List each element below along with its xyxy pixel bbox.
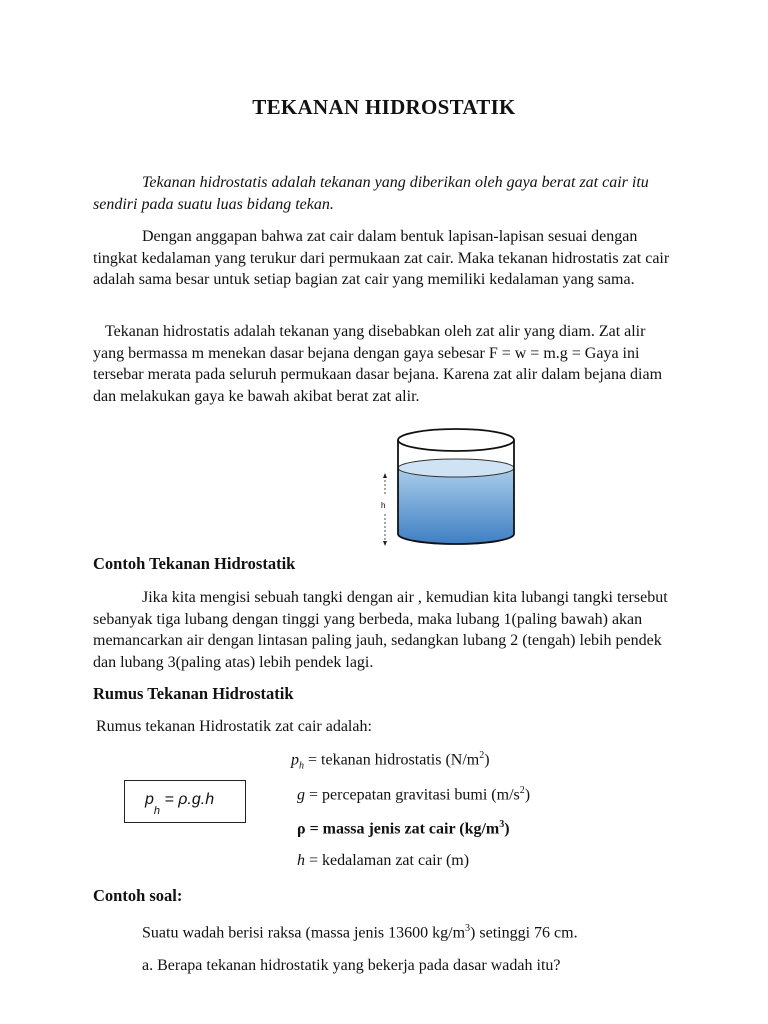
soal-question: Suatu wadah berisi raksa (massa jenis 13600 $kg/m^3$) setinggi 76 cm. (142, 923, 578, 942)
paragraph-example: Jika kita mengisi sebuah tangki dengan air , kemudian kita lubangi tangki tersebut sebanyak tiga lubang dengan tinggi yang berbeda, maka lubang 1(paling bawah) akan memancarkan air dengan lintasan paling jauh, sedangkan lubang 2 (tengah) lebih pendek dan lubang 3(paling atas) lebih pendek lagi. (93, 589, 668, 671)
paragraph-layers: Dengan anggapan bahwa zat cair dalam bentuk lapisan-lapisan sesuai dengan tingkat kedalaman yang terukur dari permukaan zat cair. Maka tekanan hidrostatis zat cair adalah sama besar untuk setiap bagian zat cair yang memiliki kedalaman yang sama. (93, 228, 670, 288)
var-h: h = kedalaman zat cair (m) (297, 852, 470, 869)
formula-box (124, 780, 246, 823)
soal-part-a: a. Berapa tekanan hidrostatik yang bekerja pada dasar wadah itu? (142, 957, 561, 974)
rumus-intro: Rumus tekanan Hidrostatik zat cair adalah: (96, 718, 372, 735)
page-title: TEKANAN HIDROSTATIK (252, 95, 516, 119)
paragraph-definition: Tekanan hidrostatis adalah tekanan yang diberikan oleh gaya berat zat cair itu sendiri pada suatu luas bidang tekan. (93, 174, 649, 213)
var-rho: ρ = massa jenis zat cair $(kg/m^3)$ (297, 819, 510, 838)
heading-contoh: Contoh Tekanan Hidrostatik (93, 554, 296, 573)
height-label: h (381, 501, 386, 510)
var-ph: $p_h$ = tekanan hidrostatis $(N/m^2)$ (291, 750, 490, 772)
water-surface (398, 459, 514, 477)
heading-rumus: Rumus Tekanan Hidrostatik (93, 684, 294, 703)
tank-rim (398, 429, 514, 451)
tank-figure (372, 422, 522, 550)
formula: $p_h = \rho.g.h$ (145, 791, 215, 818)
paragraph-fluid-pressure: Tekanan hidrostatis adalah tekanan yang disebabkan oleh zat alir yang diam. Zat alir yang bermassa m menekan dasar bejana dengan gaya sebesar F = w = m.g = Gaya ini tersebar merata pada seluruh permukaan dasar bejana. Karena zat alir dalam bejana diam dan melakukan gaya ke bawah akibat berat zat alir. (93, 323, 663, 405)
water-body (398, 468, 514, 544)
var-g: g = percepatan gravitasi bumi $(m/s^2)$ (297, 785, 531, 804)
heading-soal: Contoh soal: (93, 886, 183, 905)
